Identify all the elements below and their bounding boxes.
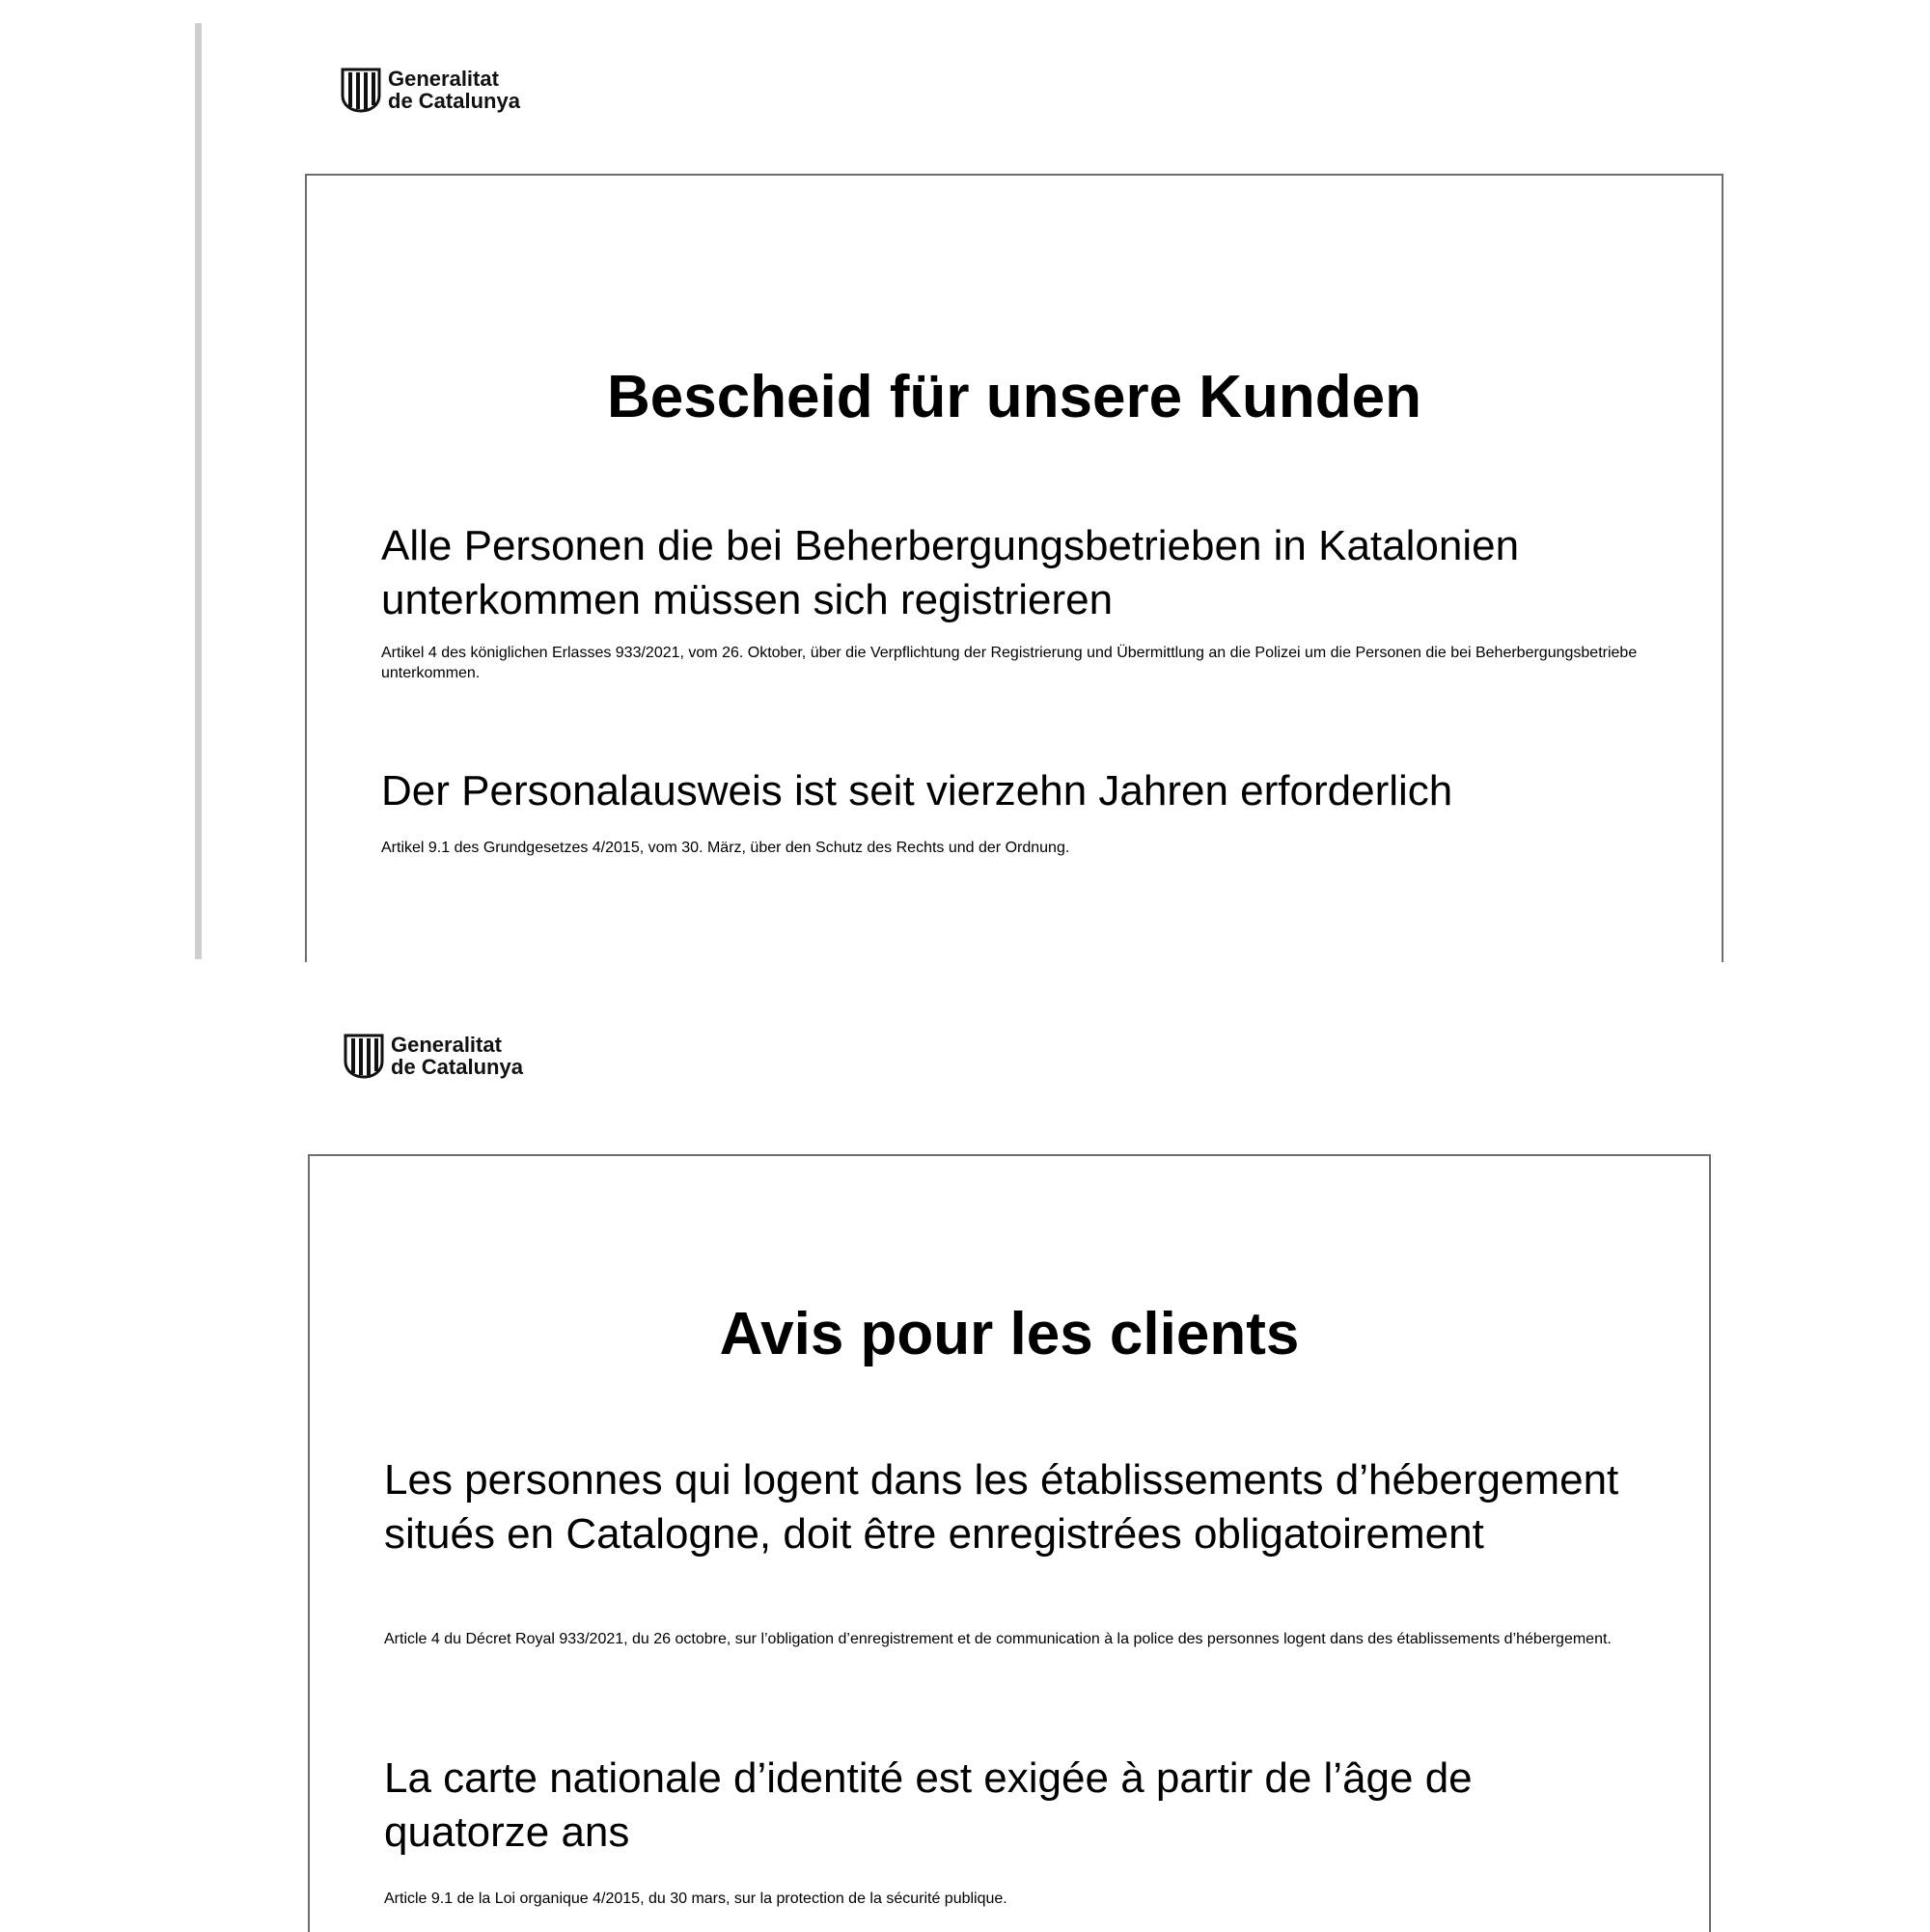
id-card-statement: La carte nationale d’identité est exigée à partir de l’âge de quatorze ans	[384, 1754, 1473, 1856]
generalitat-emblem-icon	[340, 67, 382, 113]
logo-text-line1: Generalitat	[391, 1033, 502, 1057]
logo-text-line2: de Catalunya	[388, 89, 520, 113]
logo-text-line1: Generalitat	[388, 67, 499, 91]
notice-german	[0, 0, 1930, 960]
generalitat-logo	[340, 67, 520, 113]
notice-title: Avis pour les clients	[719, 1301, 1300, 1367]
registration-statement: Alle Personen die bei Beherbergungsbetrieben in Katalonien unterkommen müssen sich registrieren	[381, 522, 1520, 623]
registration-legal-reference: Article 4 du Décret Royal 933/2021, du 26 octobre, sur l’obligation d’enregistrement et de communication à la police des personnes logent dans des établissements d’hébergement.	[384, 1631, 1612, 1647]
registration-statement: Les personnes qui logent dans les établissements d’hébergement situés en Catalogne, doit être enregistrées obligatoirement	[384, 1456, 1619, 1558]
id-card-legal-reference: Artikel 9.1 des Grundgesetzes 4/2015, vom 30. März, über den Schutz des Rechts und der Ordnung.	[381, 840, 1070, 856]
notice-french	[0, 980, 1930, 1930]
notice-frame	[308, 1154, 1711, 1932]
id-card-statement: Der Personalausweis ist seit vierzehn Jahren erforderlich	[381, 767, 1453, 814]
notice-title: Bescheid für unsere Kunden	[606, 364, 1422, 430]
generalitat-emblem-icon	[343, 1033, 385, 1079]
logo-text-line2: de Catalunya	[391, 1055, 523, 1079]
id-card-legal-reference: Article 9.1 de la Loi organique 4/2015, du 30 mars, sur la protection de la sécurité publique.	[384, 1891, 1007, 1907]
registration-legal-reference: Artikel 4 des königlichen Erlasses 933/2021, vom 26. Oktober, über die Verpflichtung der Registrierung und Übermittlung an die Polizei um die Personen die bei Beherbergungsbetriebe unterkommen.	[381, 645, 1638, 681]
notice-frame	[305, 174, 1723, 962]
generalitat-logo	[343, 1033, 523, 1079]
